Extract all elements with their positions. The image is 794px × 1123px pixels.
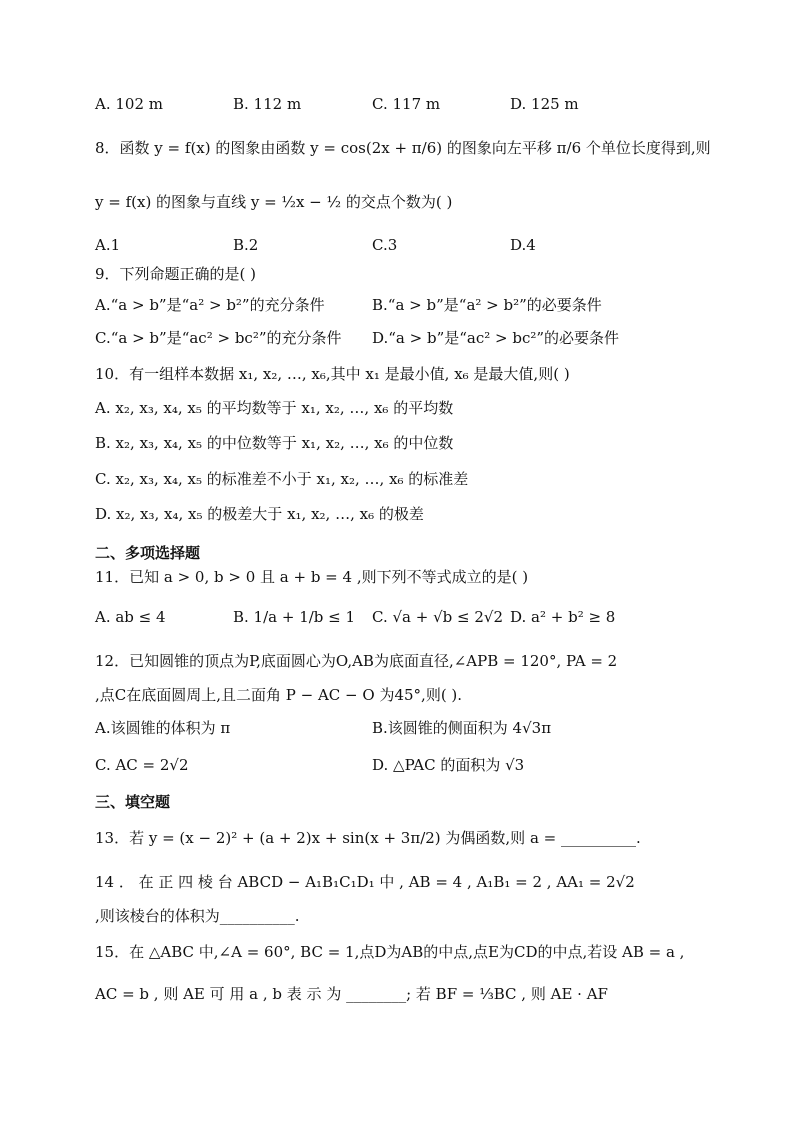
section-heading-multiple-choice: 二、多项选择题 <box>95 544 201 562</box>
q8-line2: y = f(x) 的图象与直线 y = ½x − ½ 的交点个数为( ) <box>95 193 453 211</box>
q13-text: 13．若 y = (x − 2)² + (a + 2)x + sin(x + 3π/2) 为偶函数,则 a = __________. <box>95 829 641 847</box>
q15-line1: 15．在 △ABC 中,∠A = 60°, BC = 1,点D为AB的中点,点E为CD的中点,若设 AB = a , <box>95 943 685 961</box>
q11-option-c: C. √a + √b ≤ 2√2 <box>372 608 503 626</box>
q11-stem: 11．已知 a > 0, b > 0 且 a + b = 4 ,则下列不等式成立的是( ) <box>95 568 529 586</box>
q12-option-a: A.该圆锥的体积为 π <box>95 719 231 737</box>
q7-option-b: B. 112 m <box>233 95 302 113</box>
q14-line2: ,则该棱台的体积为__________. <box>95 907 300 925</box>
q9-option-d: D.“a > b”是“ac² > bc²”的必要条件 <box>372 329 620 347</box>
q10-option-a: A. x₂, x₃, x₄, x₅ 的平均数等于 x₁, x₂, …, x₆ 的平均数 <box>95 399 454 417</box>
q10-stem: 10．有一组样本数据 x₁, x₂, …, x₆,其中 x₁ 是最小值, x₆ 是最大值,则( ) <box>95 365 570 383</box>
q10-option-c: C. x₂, x₃, x₄, x₅ 的标准差不小于 x₁, x₂, …, x₆ 的标准差 <box>95 470 469 488</box>
q7-option-a: A. 102 m <box>95 95 163 113</box>
q12-line1: 12．已知圆锥的顶点为P,底面圆心为O,AB为底面直径,∠APB = 120°, PA = 2 <box>95 652 618 670</box>
q11-option-b: B. 1/a + 1/b ≤ 1 <box>233 608 356 626</box>
q7-option-c: C. 117 m <box>372 95 441 113</box>
q8-option-b: B.2 <box>233 236 259 254</box>
q8-line1: 8．函数 y = f(x) 的图象由函数 y = cos(2x + π/6) 的图象向左平移 π/6 个单位长度得到,则 <box>95 139 711 157</box>
q14-line1: 14 ． 在 正 四 棱 台 ABCD − A₁B₁C₁D₁ 中 , AB = 4 , A₁B₁ = 2 , AA₁ = 2√2 <box>95 873 635 891</box>
section-heading-fill-in: 三、填空题 <box>95 793 171 811</box>
q10-option-b: B. x₂, x₃, x₄, x₅ 的中位数等于 x₁, x₂, …, x₆ 的中位数 <box>95 434 454 452</box>
q9-option-c: C.“a > b”是“ac² > bc²”的充分条件 <box>95 329 342 347</box>
q12-option-d: D. △PAC 的面积为 √3 <box>372 756 525 774</box>
q15-line2: AC = b , 则 AE 可 用 a , b 表 示 为 ________; 若 BF = ⅓BC , 则 AE · AF <box>95 985 608 1003</box>
q11-option-a: A. ab ≤ 4 <box>95 608 166 626</box>
q9-stem: 9．下列命题正确的是( ) <box>95 265 257 283</box>
q12-option-b: B.该圆锥的侧面积为 4√3π <box>372 719 552 737</box>
q12-option-c: C. AC = 2√2 <box>95 756 189 774</box>
q8-option-a: A.1 <box>95 236 121 254</box>
q12-line2: ,点C在底面圆周上,且二面角 P − AC − O 为45°,则( ). <box>95 686 463 704</box>
q9-option-a: A.“a > b”是“a² > b²”的充分条件 <box>95 296 325 314</box>
q10-option-d: D. x₂, x₃, x₄, x₅ 的极差大于 x₁, x₂, …, x₆ 的极差 <box>95 505 424 523</box>
q9-option-b: B.“a > b”是“a² > b²”的必要条件 <box>372 296 602 314</box>
q7-option-d: D. 125 m <box>510 95 579 113</box>
q8-option-c: C.3 <box>372 236 398 254</box>
q11-option-d: D. a² + b² ≥ 8 <box>510 608 616 626</box>
q8-option-d: D.4 <box>510 236 536 254</box>
